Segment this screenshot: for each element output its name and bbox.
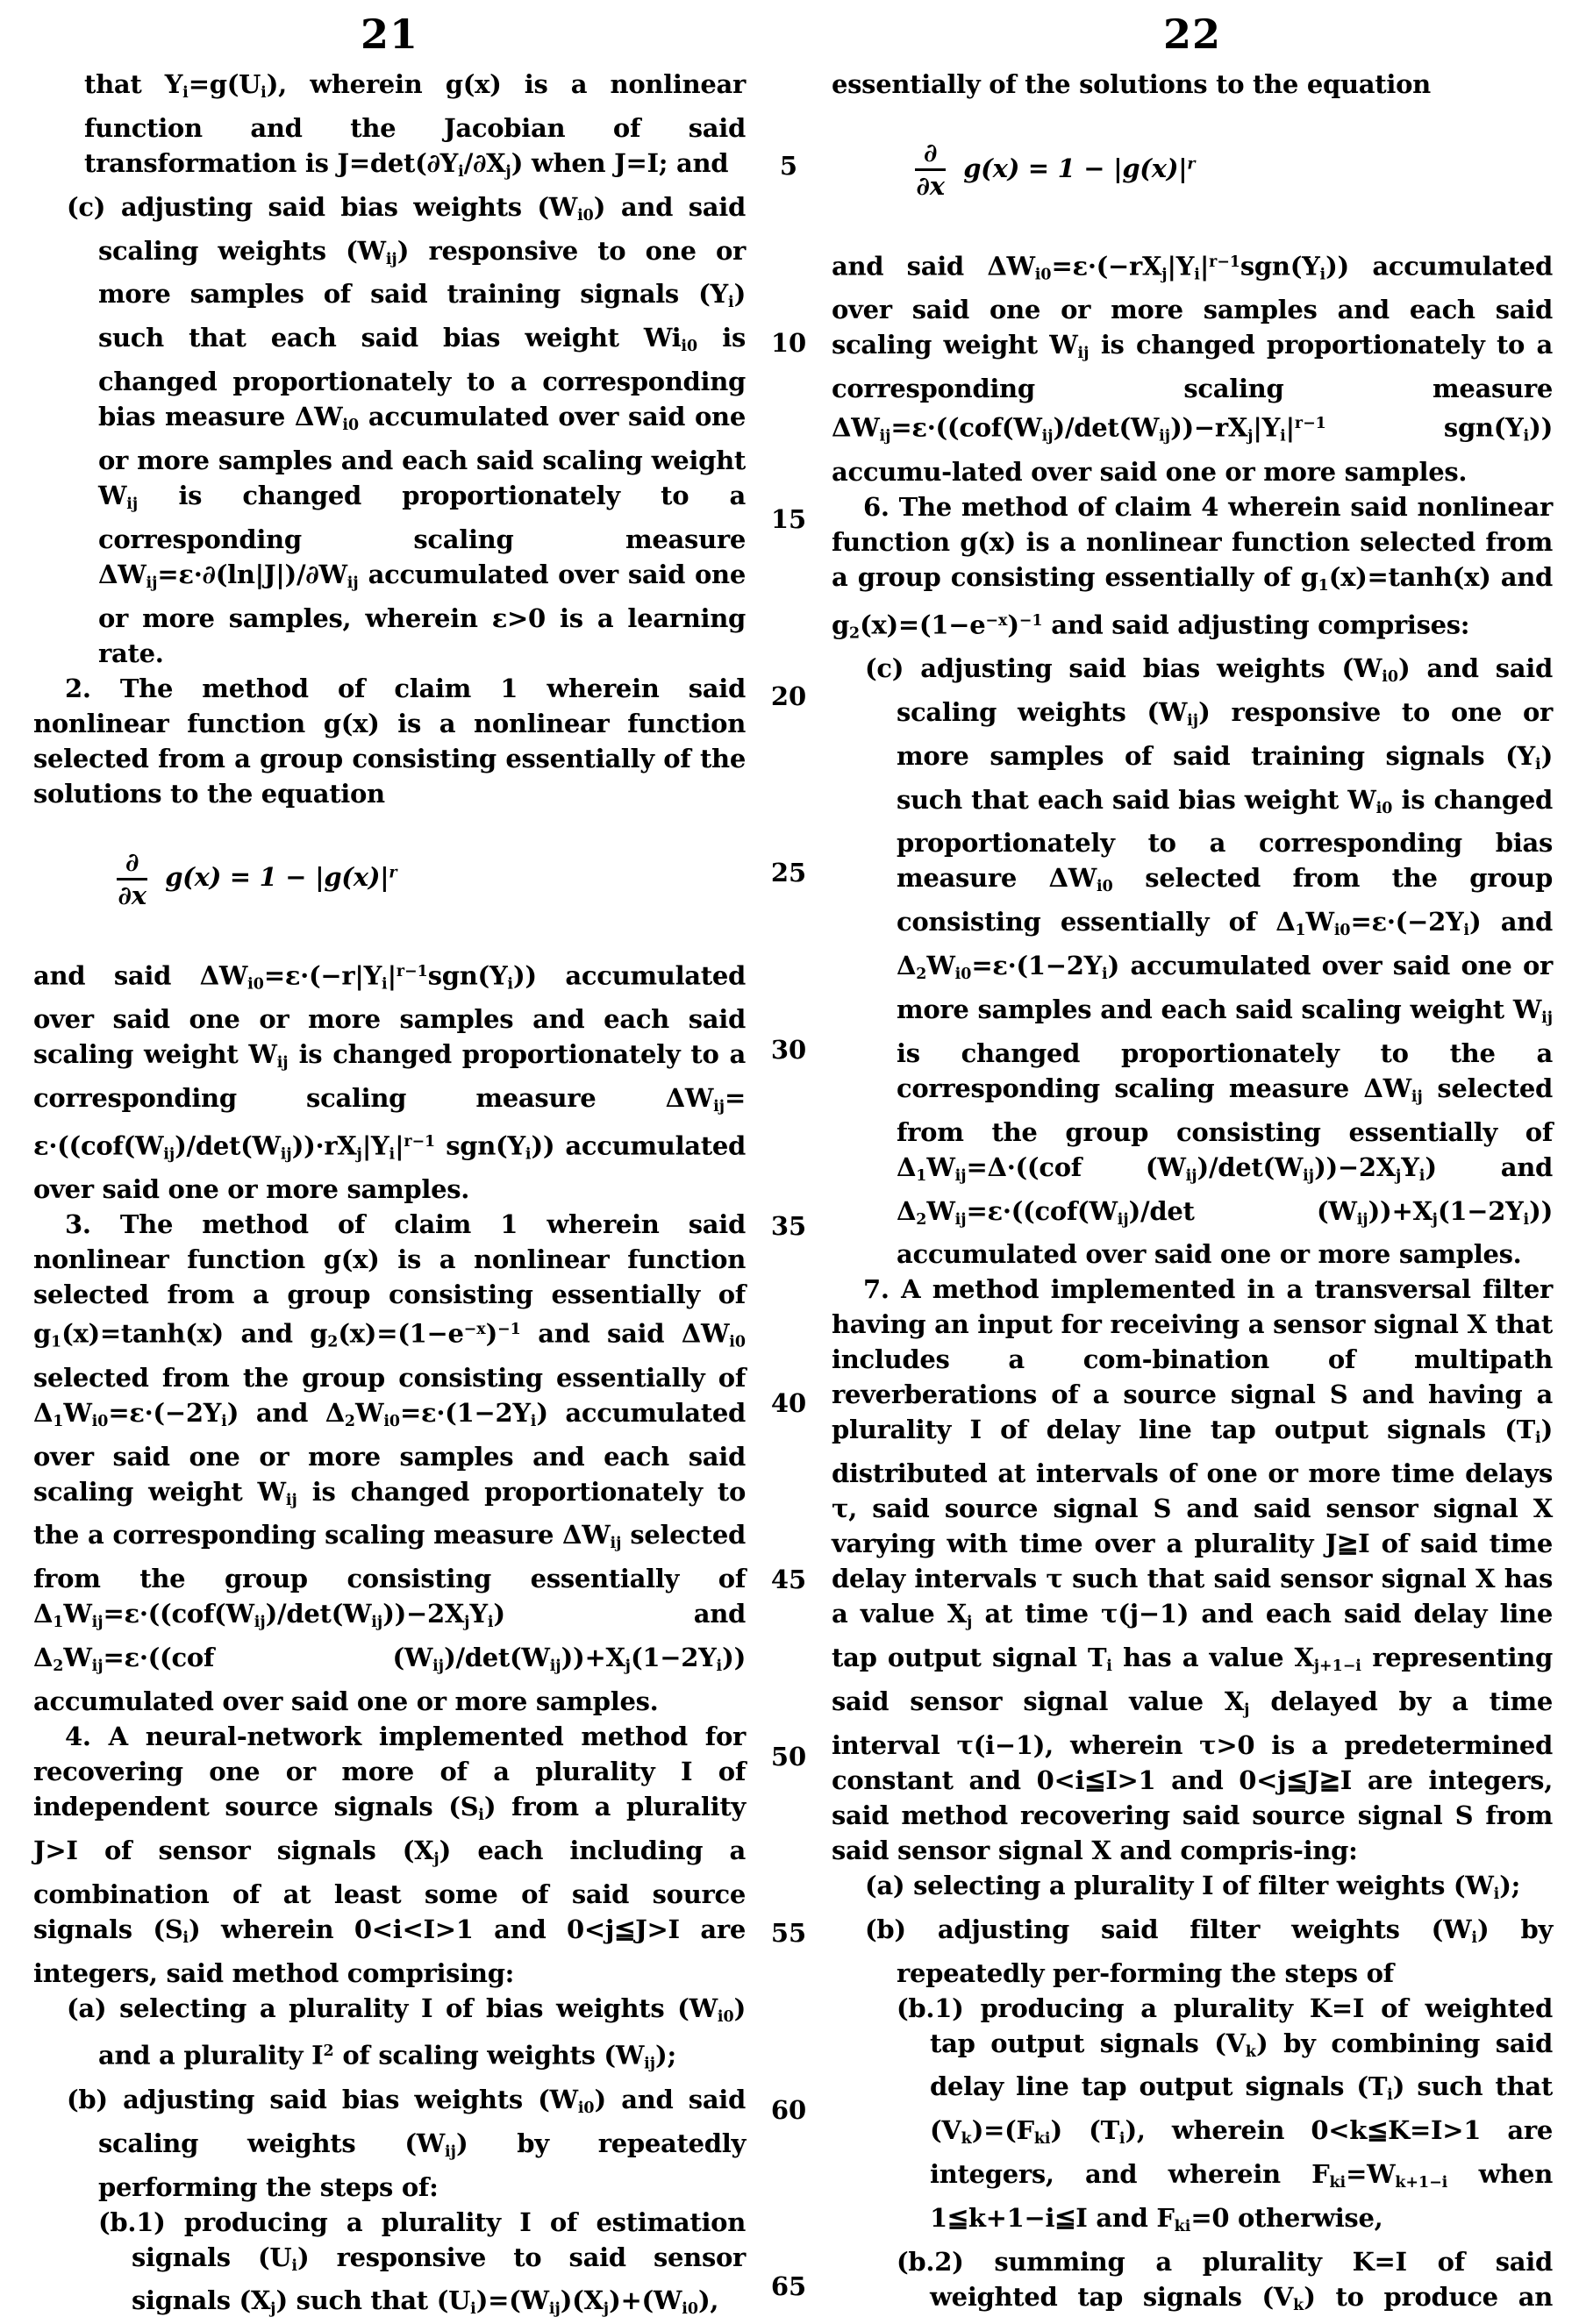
column-right bbox=[832, 0, 1553, 2324]
line-number: 35 bbox=[770, 1211, 807, 1241]
column-left bbox=[33, 0, 746, 2324]
page-number-right: 22 bbox=[1162, 11, 1221, 58]
line-number: 5 bbox=[779, 151, 798, 181]
line-number: 65 bbox=[770, 2271, 807, 2301]
line-number: 60 bbox=[770, 2094, 807, 2125]
line-number: 40 bbox=[770, 1387, 807, 1418]
line-number: 55 bbox=[770, 1918, 807, 1948]
claim-paragraph: (b) adjusting said bias weights $(W_{i0})$ and said scaling weights $(W_{ij})$ by repeatedly performing the steps of: bbox=[67, 2084, 747, 2202]
claim-paragraph: and said $\Delta W_{i0}=\varepsilon\cdot(-rX_j|Y_i|^{r-1}sgn(Y_i))$ accumulated over said one or more samples and each said scaling weight $W_{ij}$ is changed proportionately to a corresponding scaling measure $\Delta W_{ij}=\varepsilon\cdot((cof(W_{ij})/\det(W_{ij}))-rX_j|Y_i|^{r-1}$ $sgn(Y_i)$) accumu-lated over said one or more samples. bbox=[832, 251, 1554, 487]
claim-paragraph: 4. A neural-network implemented method for recovering one or more of a plurality I of independent source signals $(S_i)$ from a plurality J>I of sensor signals $(X_j)$ each including a combination of at least some of said source signals $(S_i)$ wherein 0<i<I>1 and 0<j≦J>I are integers, said method comprising: bbox=[33, 1722, 746, 1988]
claim-paragraph: essentially of the solutions to the equation bbox=[832, 69, 1431, 99]
claim-paragraph: 2. The method of claim 1 wherein said nonlinear function g(x) is a nonlinear function selected from a group consisting essentially of the solutions to the equation bbox=[33, 673, 746, 809]
line-number-gutter bbox=[747, 0, 830, 2324]
line-number: 15 bbox=[770, 504, 807, 534]
line-number: 45 bbox=[770, 1565, 807, 1594]
claim-paragraph: (a) selecting a plurality I of filter weights $(W_i)$; bbox=[865, 1870, 1521, 1903]
claim-paragraph: (c) adjusting said bias weights $(W_{i0})$ and said scaling weights $(W_{ij})$ responsive to one or more samples of said training signals $(Y_i)$ such that each said bias weight $W_{i0}$ is changed proportionately to a corresponding bias measure $\Delta W_{i0}$ selected from the group consisting essentially of $\Delta_1W_{i0}=\varepsilon\cdot(-2Y_i)$ and $\Delta_2W_{i0}=\varepsilon\cdot(1-2Y_i)$ accumulated over said one or more samples and each said scaling weight $W_{ij}$ is changed proportionately to the a corresponding scaling measure $\Delta W_{ij}$ selected from the group consisting essentially of $\Delta_1W_{ij}=\Delta\cdot((cof$ $(W_{ij})/\det(W_{ij}))-2X_jY_i$) and $\Delta_2W_{ij}=\varepsilon\cdot((cof(W_{ij})/\det$ $(W_{ij}))+X_j(1-2Y_i)$) accumulated over said one or more samples. bbox=[865, 652, 1554, 1270]
claim-paragraph: (a) selecting a plurality I of bias weights $(W_{i0})$ and a plurality $I^2$ of scaling weights $(W_{ij})$; bbox=[67, 1993, 746, 2073]
line-number: 10 bbox=[770, 327, 807, 358]
claim-paragraph: (b.1) producing a plurality I of estimation signals $(U_i)$ responsive to said sensor signals $(X_j)$ such that $(U_i)=(W_{ij})(X_j)+(W_{i0})$, bbox=[98, 2206, 746, 2319]
line-number: 20 bbox=[770, 681, 807, 711]
line-number: 50 bbox=[770, 1741, 807, 1772]
claim-paragraph: (b.2) summing a plurality K=I of said weighted tap signals $(V_k)$ to produce an bbox=[897, 2246, 1553, 2314]
claim-paragraph: and said $\Delta W_{i0}=\varepsilon\cdot(-r|Y_i|^{r-1}sgn(Y_i))$ accumulated over said one or more samples and each said scaling weight $W_{ij}$ is changed proportionately to a corresponding scaling measure $\Delta W_{ij}= \varepsilon\cdot((cof(W_{ij})/\det(W_{ij}))\cdot rX_j|Y_i|^{r-1}$ $sgn(Y_i)$) accumulated over said one or more samples. bbox=[33, 960, 746, 1205]
line-number: 30 bbox=[770, 1034, 807, 1065]
claim-paragraph: 3. The method of claim 1 wherein said nonlinear function g(x) is a nonlinear function selected from a group consisting essentially of $g_1(x)=\tanh(x)$ and $g_2(x)=(1-e^{-x})^{-1}$ and said $\Delta W_{i0}$ selected from the group consisting essentially of $\Delta_1W_{i0}=\varepsilon\cdot(-2Y_i)$ and $\Delta_2W_{i0}=\varepsilon\cdot(1-2Y_i)$ accumulated over said one or more samples and each said scaling weight $W_{ij}$ is changed proportionately to the a corresponding scaling measure $\Delta W_{ij}$ selected from the group consisting essentially of $\Delta_1W_{ij}=\varepsilon\cdot((cof(W_{ij})/\det(W_{ij}))-2X_jY_i)$ and $\Delta_2W_{ij}=\varepsilon\cdot((cof$ $(W_{ij})/\det(W_{ij}))+X_j(1-2Y_i)$) accumulated over said one or more samples. bbox=[33, 1209, 747, 1717]
equation: $\frac{\partial}{\partial x}$ $g(x) = 1 - |g(x)|^r$ bbox=[118, 846, 397, 910]
claim-paragraph: (b.1) producing a plurality K=I of weighted tap output signals $(V_k)$ by combining said delay line tap output signals $(T_i)$ such that $(V_k)=(F_{ki})$ $(T_i)$, wherein 0<k≦K=I>1 are integers, and wherein $F_{ki}=W_{k+1-i}$ when 1≦k+1−i≦I and $F_{ki}=0$ otherwise, bbox=[897, 1993, 1554, 2235]
claim-paragraph: 6. The method of claim 4 wherein said nonlinear function g(x) is a nonlinear function selected from a group consisting essentially of $g_1(x)=\tanh(x)$ and $g_2(x)=(1-e^{-x})^{-1}$ and said adjusting comprises: bbox=[832, 491, 1553, 642]
claim-paragraph: 7. A method implemented in a transversal filter having an input for receiving a sensor signal X that includes a com-bination of multipath reverberations of a source signal S and having a plurality I of delay line tap output signals $(T_i)$ distributed at intervals of one or more time delays τ, said source signal S and said sensor signal X varying with time over a plurality J≧I of said time delay intervals τ such that said sensor signal X has a value $X_j$ at time τ(j−1) and each said delay line tap output signal $T_i$ has a value $X_{j+1-i}$ representing said sensor signal value $X_j$ delayed by a time interval τ(i−1), wherein τ>0 is a predetermined constant and 0<i≦I>1 and 0<j≦J≧I are integers, said method recovering said source signal S from said sensor signal X and compris-ing: bbox=[832, 1274, 1553, 1865]
column-left-text bbox=[33, 67, 746, 2324]
equation: $\frac{\partial}{\partial x}$ $g(x) = 1 - |g(x)|^r$ bbox=[916, 138, 1196, 201]
claim-paragraph: that $Y_i=g(U_i)$, wherein g(x) is a nonlinear function and the Jacobian of said transformation is $J=\det(\partial Y_i/\partial X_j)$ when J=I; and bbox=[84, 69, 747, 181]
claim-paragraph: (b) adjusting said filter weights $(W_i)$ by repeatedly per-forming the steps of bbox=[865, 1914, 1554, 1988]
claim-paragraph: (c) adjusting said bias weights $(W_{i0})$ and said scaling weights $(W_{ij})$ responsive to one or more samples of said training signals $(Y_i)$ such that each said bias weight $Wi_{i0}$ is changed proportionately to a corresponding bias measure $\Delta W_{i0}$ accumulated over said one or more samples and each said scaling weight $W_{ij}$ is changed proportionately to a corresponding scaling measure $\Delta W_{ij}=\varepsilon\cdot\partial(\ln|J|)/\partial W_{ij}$ accumulated over said one or more samples, wherein ε>0 is a learning rate. bbox=[67, 191, 746, 668]
line-number: 25 bbox=[770, 858, 807, 888]
column-right-text bbox=[832, 67, 1553, 2324]
page-number-left: 21 bbox=[360, 11, 418, 58]
